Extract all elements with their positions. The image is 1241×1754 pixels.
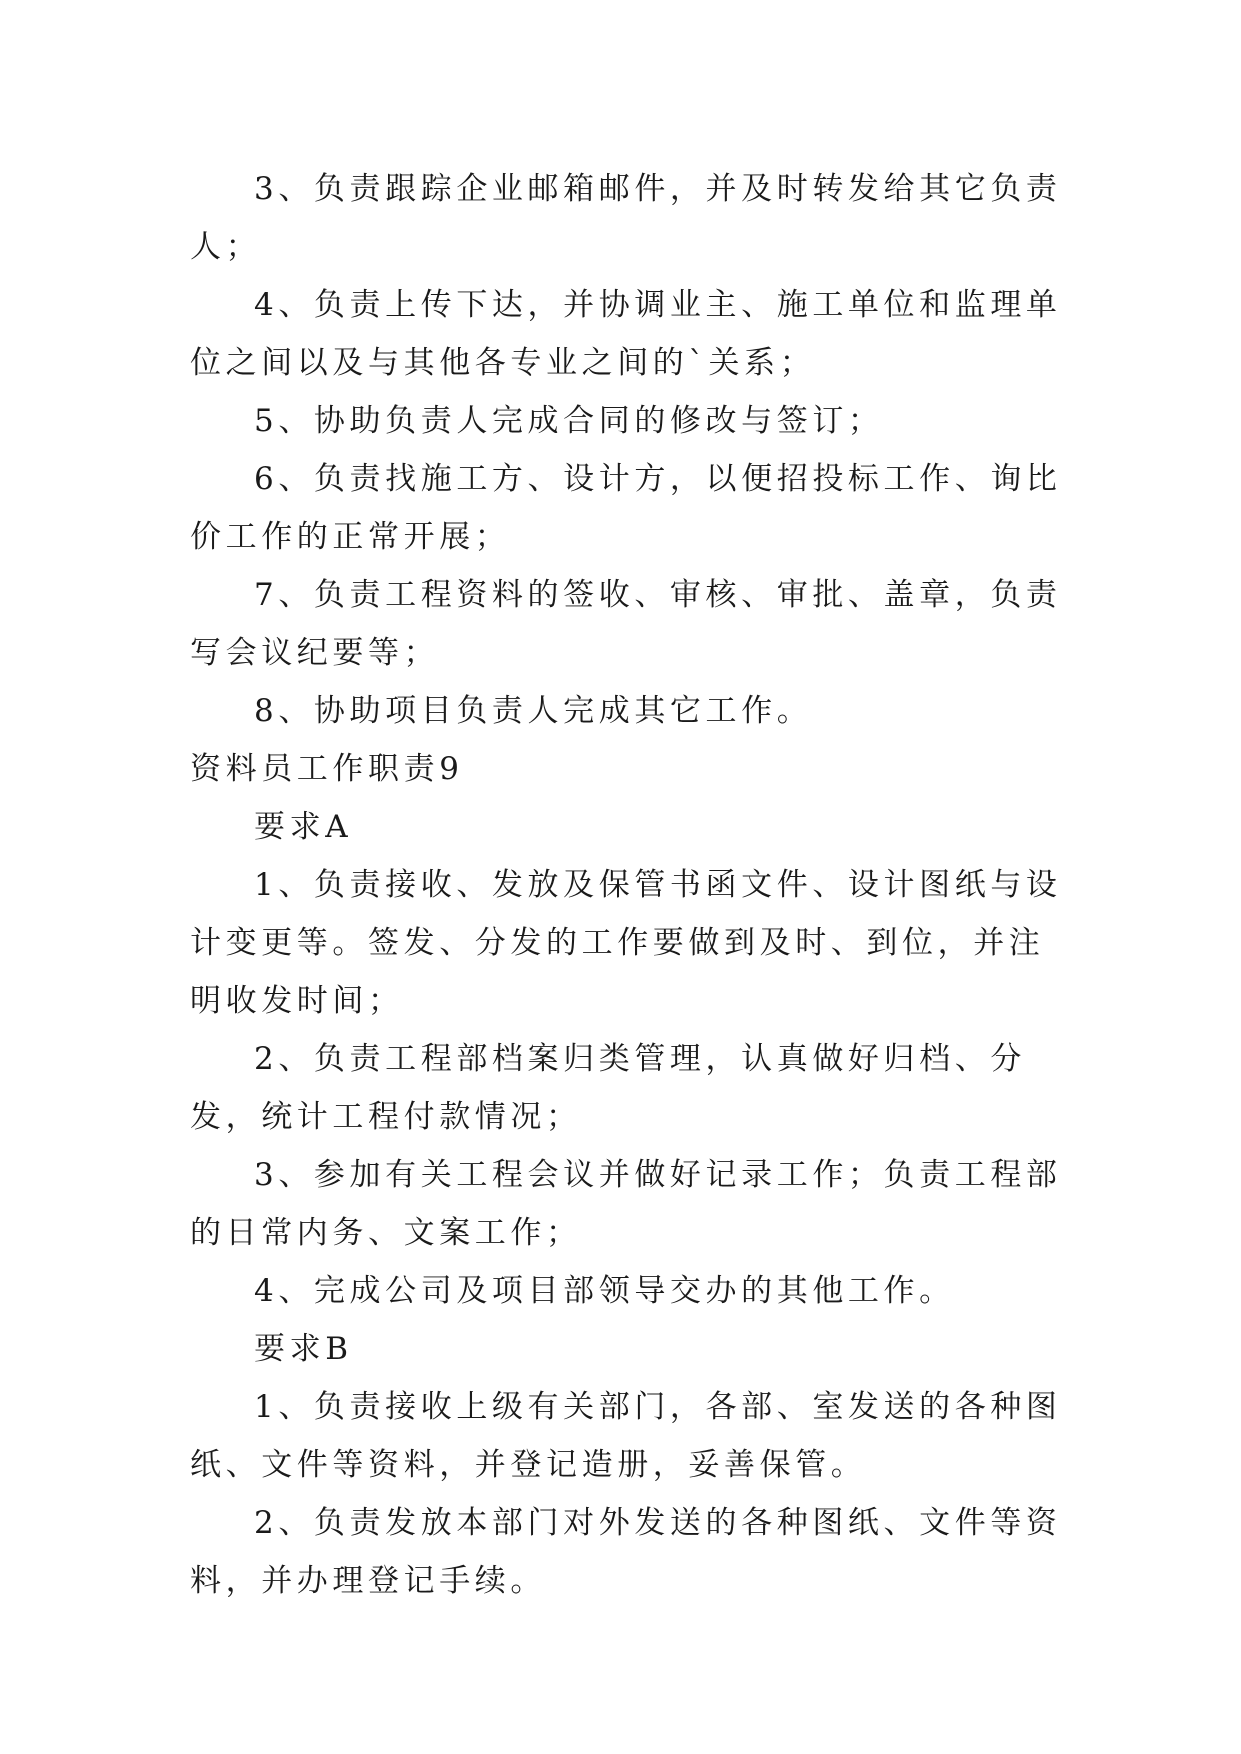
- paragraph-a-2: 2、负责工程部档案归类管理，认真做好归档、分发，统计工程付款情况；: [190, 1041, 1026, 1135]
- paragraph-item-5: 5、协助负责人完成合同的修改与签订；: [254, 403, 884, 439]
- paragraph-item-4: 4、负责上传下达，并协调业主、施工单位和监理单位之间以及与其他各专业之间的`关系；: [190, 287, 1062, 381]
- paragraph-b-1: 1、负责接收上级有关部门，各部、室发送的各种图纸、文件等资料，并登记造册，妥善保管。: [190, 1389, 1062, 1483]
- paragraph-b-2: 2、负责发放本部门对外发送的各种图纸、文件等资料，并办理登记手续。: [190, 1505, 1062, 1599]
- paragraph-item-7: 7、负责工程资料的签收、审核、审批、盖章，负责写会议纪要等；: [190, 577, 1062, 671]
- paragraph-a-1: 1、负责接收、发放及保管书函文件、设计图纸与设计变更等。签发、分发的工作要做到及时、到位，并注明收发时间；: [190, 867, 1062, 1019]
- paragraph-a-3: 3、参加有关工程会议并做好记录工作；负责工程部的日常内务、文案工作；: [190, 1157, 1062, 1251]
- paragraph-item-3: 3、负责跟踪企业邮箱邮件，并及时转发给其它负责人；: [190, 171, 1062, 265]
- subheading-a: 要求A: [254, 809, 353, 845]
- paragraph-item-8: 8、协助项目负责人完成其它工作。: [254, 693, 813, 729]
- subheading-b: 要求B: [254, 1331, 353, 1367]
- document-body: [190, 160, 1070, 1610]
- section-heading: 资料员工作职责9: [190, 751, 464, 787]
- paragraph-item-6: 6、负责找施工方、设计方，以便招投标工作、询比价工作的正常开展；: [190, 461, 1062, 555]
- paragraph-a-4: 4、完成公司及项目部领导交办的其他工作。: [254, 1273, 955, 1309]
